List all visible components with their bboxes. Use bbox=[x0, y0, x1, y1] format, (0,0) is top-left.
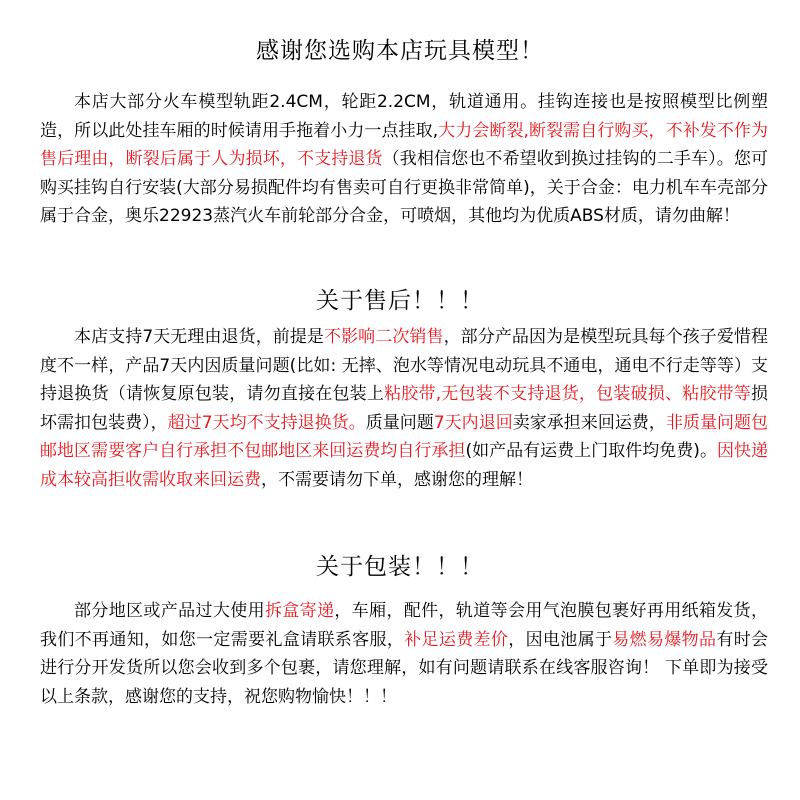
packaging-text-1: 部分地区或产品过大使用 bbox=[74, 601, 265, 621]
after-sales-highlight-2: 粘胶带,无包装不支持退货，包装破损、粘胶带等 bbox=[384, 384, 751, 404]
after-sales-text-6: (如产品有运费上门取件均免费)。 bbox=[465, 441, 717, 461]
after-sales-highlight-4: 7天内退回 bbox=[433, 412, 513, 433]
packaging-highlight-3: 易燃易爆物品 bbox=[612, 629, 717, 650]
after-sales-highlight-3: 超过7天均不支持退换货。 bbox=[167, 412, 366, 433]
main-title: 感谢您选购本店玩具模型！ bbox=[256, 38, 544, 64]
packaging-paragraph bbox=[40, 597, 768, 711]
after-sales-paragraph bbox=[40, 323, 768, 494]
after-sales-text-3: 损坏需扣包装费）， bbox=[40, 384, 768, 433]
after-sales-highlight-5: 非质量问题包邮地区需要客户自行承担不包邮地区来回运费均自行承担 bbox=[40, 412, 769, 461]
after-sales-title: 关于售后！！！ bbox=[316, 288, 484, 314]
intro-warning: 大力会断裂,断裂需自行购买，不补发不作为售后理由，断裂后属于人为损坏，不支持退货 bbox=[40, 120, 768, 169]
after-sales-text-5: 卖家承担来回运费， bbox=[512, 412, 666, 433]
packaging-text-4: 有时会进行分开发货所以您会收到多个包裹，请您理解，如有问题请联系在线客服咨询！ 下单即为接受以上条款，感谢您的支持，祝您购物愉快！！！ bbox=[40, 629, 769, 707]
intro-text-1: 本店大部分火车模型轨距2.4CM，轮距2.2CM，轨道通用。挂钩连接也是按照模型比例塑造，所以此处挂车厢的时候请用手拖着小力一点挂取, bbox=[40, 92, 768, 141]
after-sales-highlight-1: 不影响二次销售 bbox=[324, 327, 444, 347]
packaging-highlight-2: 补足运费差价 bbox=[404, 629, 509, 650]
intro-paragraph bbox=[40, 88, 768, 231]
after-sales-highlight-6: 因快递成本较高拒收需收取来回运费 bbox=[40, 441, 769, 490]
packaging-title: 关于包装！！！ bbox=[316, 554, 484, 580]
after-sales-text-2: ，部分产品因为是模型玩具每个孩子爱惜程度不一样，产品7天内因质量问题(比如: 无摔、泡水等情况电动玩具不通电，通电不行走等等）支持退换货（请恢复原包装，请勿直接在包装上 bbox=[40, 327, 769, 404]
packaging-text-3: ，因电池属于 bbox=[508, 629, 613, 650]
packaging-highlight-1: 拆盒寄递 bbox=[264, 601, 335, 621]
after-sales-text-1: 本店支持7天无理由退货，前提是 bbox=[74, 327, 325, 347]
intro-text-2: （我相信您也不希望收到换过挂钩的二手车）。您可购买挂钩自行安装(大部分易损配件均有售卖可自行更换非常简单)，关于合金：电力机车车壳部分属于合金，奥乐22923蒸汽火车前轮部分合金，可喷烟，其他均为优质ABS材质，请勿曲解！ bbox=[40, 149, 769, 226]
packaging-text-2: ，车厢，配件，轨道等会用气泡膜包裹好再用纸箱发货，我们不再通知，如您一定需要礼盒请联系客服， bbox=[40, 601, 769, 650]
after-sales-text-4: 质量问题 bbox=[365, 412, 434, 433]
after-sales-text-7: ，不需要请勿下单，感谢您的理解！ bbox=[261, 469, 533, 490]
